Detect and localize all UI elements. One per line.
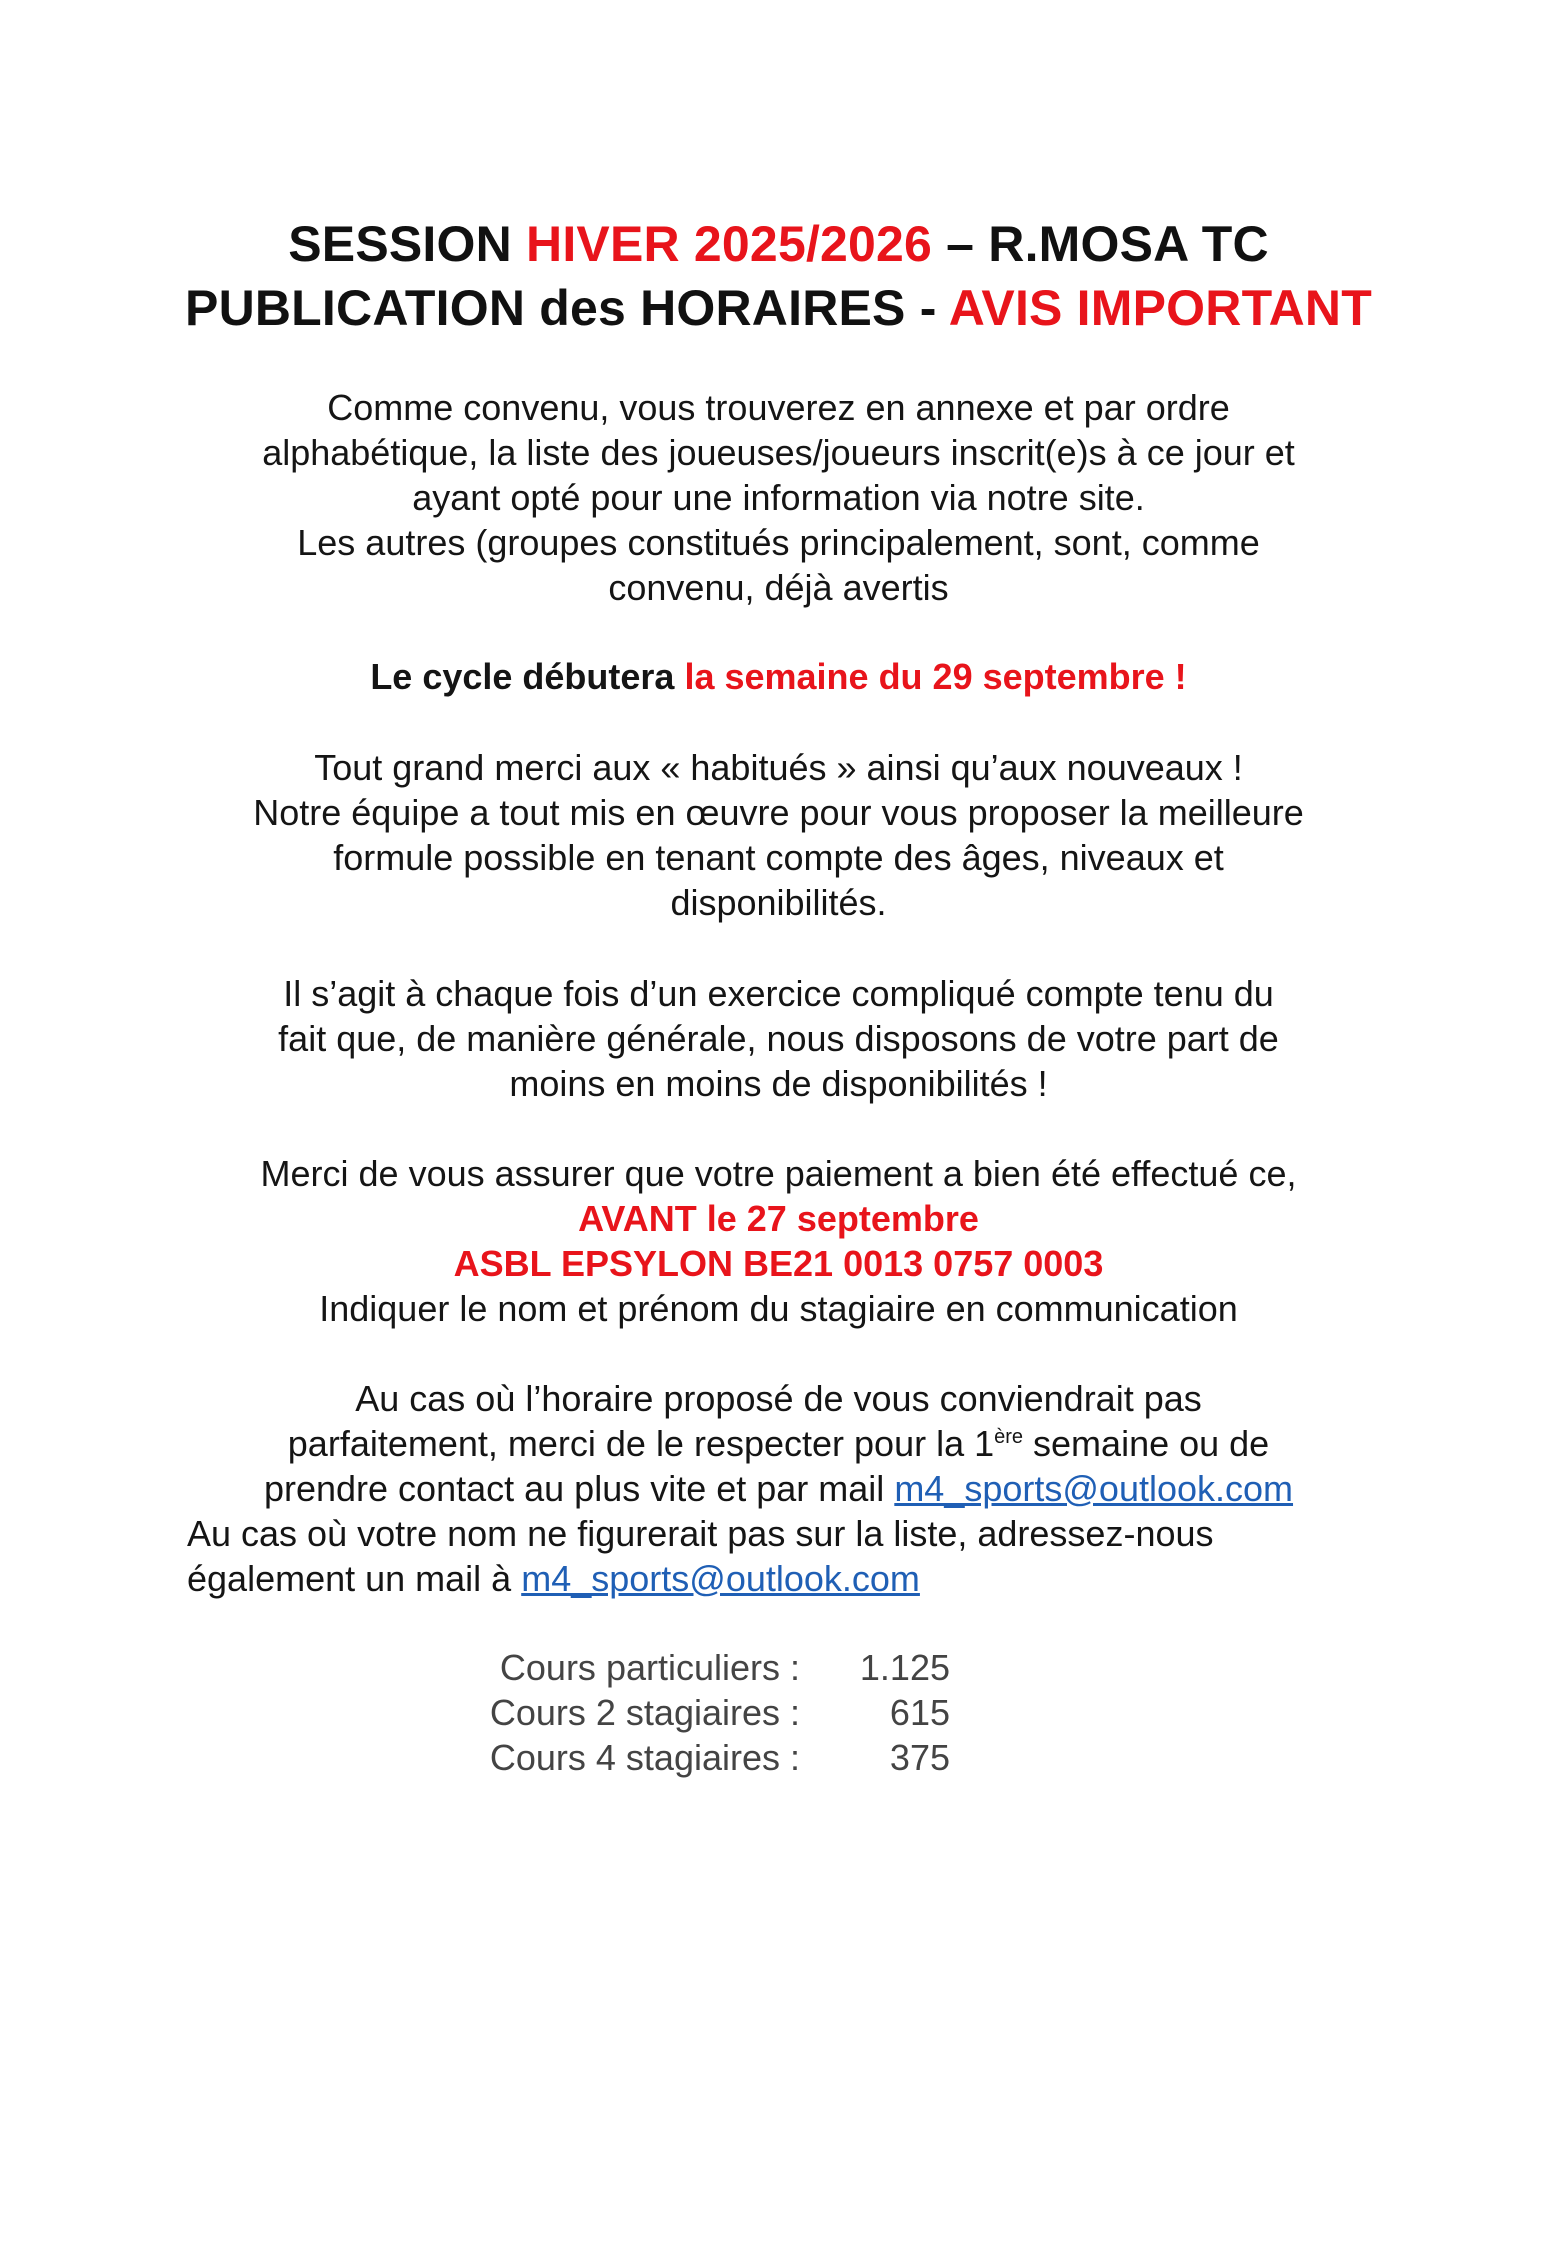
title-line-1-start: SESSION — [288, 216, 527, 272]
price-label: Cours particuliers : — [499, 1647, 800, 1688]
title-season: HIVER 2025/2026 — [526, 216, 933, 272]
price-row — [440, 1690, 950, 1735]
thanks-line: formule possible en tenant compte des âges, niveaux et — [333, 837, 1224, 878]
contact-line-2-start: parfaitement, merci de le respecter pour la 1 — [287, 1423, 995, 1464]
intro-line: ayant opté pour une information via notre site. — [412, 477, 1145, 518]
price-value: 1.125 — [859, 1647, 950, 1688]
price-row — [440, 1645, 950, 1690]
contact-line — [150, 1421, 1407, 1466]
payment-instruction: Indiquer le nom et prénom du stagiaire en communication — [319, 1288, 1238, 1329]
intro-line: alphabétique, la liste des joueuses/joueurs inscrit(e)s à ce jour et — [262, 432, 1295, 473]
exercise-line: fait que, de manière générale, nous disposons de votre part de — [278, 1018, 1279, 1059]
contact-line: Au cas où l’horaire proposé de vous conviendrait pas — [355, 1378, 1202, 1419]
contact-missing-name — [187, 1511, 1387, 1601]
thanks-line: disponibilités. — [670, 882, 887, 923]
intro-line: Les autres (groupes constitués principalement, sont, comme — [297, 522, 1260, 563]
thanks-line: Tout grand merci aux « habitués » ainsi qu’aux nouveaux ! — [314, 747, 1243, 788]
price-value: 375 — [889, 1737, 950, 1778]
intro-paragraph — [150, 385, 1407, 610]
email-link[interactable]: m4_sports@outlook.com — [894, 1468, 1294, 1509]
intro-line: convenu, déjà avertis — [608, 567, 949, 608]
exercise-paragraph — [150, 971, 1407, 1106]
thanks-line: Notre équipe a tout mis en œuvre pour vous proposer la meilleure — [253, 792, 1304, 833]
payment-account: ASBL EPSYLON BE21 0013 0757 0003 — [453, 1243, 1104, 1284]
title-line-2-start: PUBLICATION des HORAIRES - — [185, 280, 949, 336]
cycle-line — [150, 654, 1407, 699]
payment-deadline: AVANT le 27 septembre — [578, 1198, 979, 1239]
ordinal-suffix: ère — [994, 1426, 1024, 1448]
contact-line — [150, 1466, 1407, 1511]
contact-line-5-start: également un mail à — [187, 1558, 522, 1599]
payment-line: Merci de vous assurer que votre paiement a bien été effectué ce, — [260, 1153, 1297, 1194]
title-line-1-end: – R.MOSA TC — [932, 216, 1269, 272]
thanks-paragraph — [150, 745, 1407, 925]
contact-line — [187, 1556, 1387, 1601]
contact-paragraph — [150, 1376, 1407, 1511]
price-label: Cours 4 stagiaires : — [489, 1737, 800, 1778]
price-row — [440, 1735, 950, 1780]
contact-line: Au cas où votre nom ne figurerait pas sur la liste, adressez-nous — [187, 1513, 1214, 1554]
price-list — [440, 1645, 950, 1780]
price-value: 615 — [889, 1692, 950, 1733]
cycle-prefix: Le cycle débutera — [370, 656, 685, 697]
contact-line-3-start: prendre contact au plus vite et par mail — [263, 1468, 895, 1509]
contact-line-2-end: semaine ou de — [1023, 1423, 1270, 1464]
cycle-start — [150, 654, 1407, 699]
intro-line: Comme convenu, vous trouverez en annexe et par ordre — [327, 387, 1230, 428]
exercise-line: Il s’agit à chaque fois d’un exercice compliqué compte tenu du — [283, 973, 1274, 1014]
title-line-1 — [0, 212, 1557, 276]
price-label: Cours 2 stagiaires : — [489, 1692, 800, 1733]
email-link-2[interactable]: m4_sports@outlook.com — [521, 1558, 920, 1599]
payment-paragraph — [150, 1151, 1407, 1331]
title-notice: AVIS IMPORTANT — [948, 280, 1372, 336]
cycle-date: la semaine du 29 septembre ! — [684, 656, 1187, 697]
title-line-2 — [0, 276, 1557, 340]
exercise-line: moins en moins de disponibilités ! — [509, 1063, 1048, 1104]
